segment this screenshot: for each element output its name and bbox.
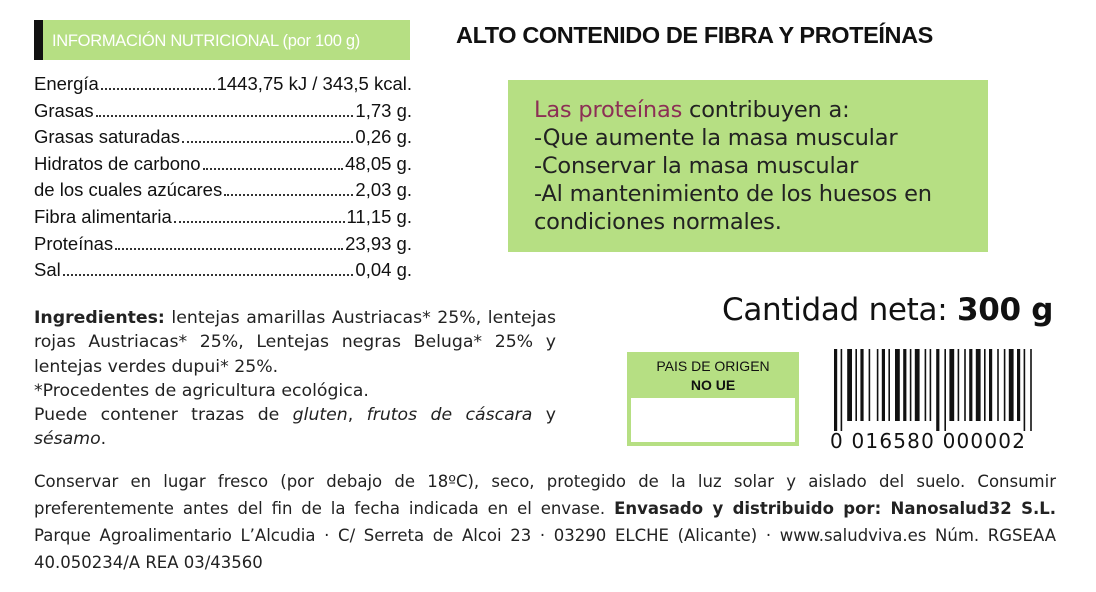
protein-claim-intro: [534, 96, 932, 124]
barcode-bar: [841, 349, 843, 431]
barcode-icon: [832, 349, 1056, 431]
barcode-bar: [1009, 349, 1014, 421]
leader-dots: [96, 115, 354, 117]
barcode-bar: [910, 349, 912, 421]
allergen-prefix: Puede contener trazas de: [34, 405, 293, 426]
allergen-conjunction: y: [532, 405, 556, 426]
barcode-bar: [976, 349, 981, 421]
leader-dots: [115, 248, 343, 250]
nutrition-row: [34, 153, 412, 180]
ingredients-paragraph: [34, 306, 556, 379]
allergen-end: .: [100, 429, 107, 450]
nutrient-label: de los cuales azúcares: [34, 179, 223, 201]
allergen-nuts: frutos de cáscara: [366, 405, 533, 426]
nutrition-header: [34, 20, 410, 60]
nutrient-label: Fibra alimentaria: [34, 205, 172, 227]
protein-intro-text: contribuyen a:: [682, 97, 850, 123]
protein-claim-item: -Conservar la masa muscular: [534, 153, 859, 179]
origin-value: NO UE: [690, 377, 736, 393]
barcode-bar: [888, 349, 890, 421]
storage-text: Conservar en lugar fresco (por debajo de 18ºC), seco, protegido de la luz solar y aislado del suelo. Consumir preferentemente antes del fin de la fecha indicada en el envase.: [34, 472, 1056, 518]
nutrient-label: Proteínas: [34, 232, 114, 254]
barcode-bar: [834, 349, 837, 431]
leader-dots: [203, 168, 344, 170]
allergen-sesame: sésamo: [34, 429, 101, 450]
distributor-text: Envasado y distribuido por: Nanosalud32 S.L.: [614, 499, 1057, 518]
barcode-bar: [1017, 349, 1020, 421]
barcode-bar: [915, 349, 920, 421]
nutrition-row: [34, 179, 412, 206]
nutrient-label: Grasas saturadas: [34, 126, 181, 148]
barcode-bar: [847, 349, 852, 421]
nutrient-value: 11,15 g.: [346, 205, 412, 227]
nutrient-label: Sal: [34, 259, 61, 281]
barcode-number: 0 016580 000002: [830, 429, 1027, 453]
protein-highlight: Las proteínas: [534, 97, 683, 123]
barcode-bar: [1004, 349, 1006, 421]
barcode-bar: [989, 349, 992, 421]
allergen-note: [34, 403, 556, 452]
net-quantity: [722, 292, 1053, 328]
barcode-bar: [855, 349, 857, 421]
ingredients-block: [34, 306, 556, 452]
nutrition-row: [34, 233, 412, 260]
allergen-gluten: gluten: [292, 405, 348, 426]
net-quantity-value: 300 g: [956, 292, 1054, 328]
barcode-bar: [925, 349, 927, 421]
barcode-bar: [895, 349, 900, 421]
nutrient-value: 2,03 g.: [355, 179, 412, 201]
barcode-bar: [936, 349, 939, 431]
origin-label: PAIS DE ORIGEN: [656, 358, 770, 374]
nutrition-row: [34, 73, 412, 100]
leader-dots: [63, 274, 354, 276]
nutrient-value: 0,04 g.: [355, 259, 412, 281]
ingredients-label: Ingredientes:: [34, 308, 165, 328]
footer-paragraph: [34, 468, 1056, 576]
nutrient-label: Energía: [34, 73, 99, 94]
barcode-bar: [964, 349, 966, 421]
barcode-bar: [930, 349, 932, 421]
net-quantity-label: Cantidad neta:: [722, 292, 957, 328]
nutrition-header-text: INFORMACIÓN NUTRICIONAL (por 100 g): [52, 32, 360, 50]
ingredients-text: lentejas amarillas Austriacas* 25%, lentejas rojas Austriacas* 25%, Lentejas negras Beluga* 25% y lentejas verdes dupui* 25%.: [34, 308, 556, 377]
leader-dots: [224, 194, 353, 196]
nutrition-row: [34, 259, 412, 286]
leader-dots: [174, 221, 345, 223]
nutrient-value: 0,26 g.: [355, 126, 412, 148]
headline: ALTO CONTENIDO DE FIBRA Y PROTEÍNAS: [456, 22, 933, 48]
nutrient-label: Grasas: [34, 99, 94, 121]
protein-claim-text: [534, 96, 932, 236]
nutrition-row: [34, 206, 412, 233]
storage-footer: [34, 468, 1056, 576]
barcode-bar: [944, 349, 946, 431]
nutrition-table: [34, 73, 412, 286]
protein-claim-item: -Al mantenimiento de los huesos en: [534, 181, 932, 207]
nutrition-row: [34, 126, 412, 153]
barcode-bar: [860, 349, 863, 421]
nutrition-row: [34, 100, 412, 127]
barcode-bar: [969, 349, 972, 421]
organic-note: *Procedentes de agricultura ecológica.: [34, 380, 369, 401]
origin-blank-field: [631, 398, 795, 442]
address-text: Parque Agroalimentario L’Alcudia · C/ Serreta de Alcoi 23 · 03290 ELCHE (Alicante) · www.saludviva.es Núm. RGSEAA 40.050234/A REA 03/43560: [34, 526, 1056, 572]
origin-box: [627, 352, 799, 446]
nutrient-value: 48,05 g.: [345, 152, 412, 174]
barcode-bar: [869, 349, 871, 421]
allergen-separator: ,: [347, 405, 367, 426]
leader-dots: [182, 141, 353, 143]
nutrient-label: Hidratos de carbono: [34, 152, 201, 174]
barcode-bar: [958, 349, 960, 421]
barcode-bar: [984, 349, 986, 421]
protein-claim-item: -Que aumente la masa muscular: [534, 125, 898, 151]
protein-claim-item: condiciones normales.: [534, 209, 782, 235]
barcode-bar: [1024, 349, 1026, 431]
nutrient-value: 23,93 g.: [345, 232, 412, 254]
barcode-bar: [997, 349, 999, 421]
barcode-bar: [903, 349, 906, 421]
leader-dots: [101, 88, 215, 90]
nutrient-value: 1,73 g.: [355, 99, 412, 121]
barcode-bar: [877, 349, 879, 421]
header-accent-bar: [34, 20, 43, 60]
barcode-bar: [949, 349, 954, 421]
nutrient-value: 1443,75 kJ / 343,5 kcal.: [216, 73, 412, 94]
barcode-bar: [882, 349, 885, 421]
protein-claim-box: [508, 80, 988, 252]
barcode-bar: [1030, 349, 1032, 431]
